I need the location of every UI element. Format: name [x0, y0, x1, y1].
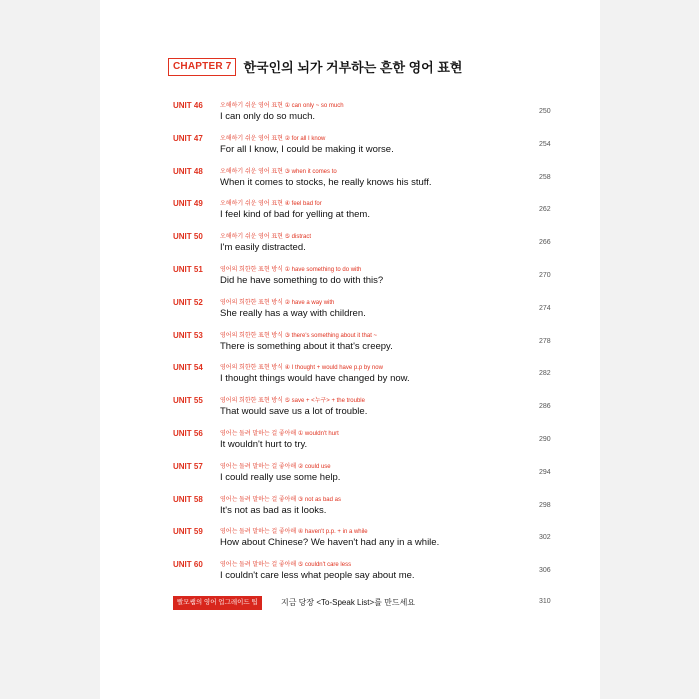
expression-subtitle: 오해하기 쉬운 영어 표현 ⑤ distract [220, 234, 312, 241]
example-sentence: She really has a way with children. [220, 307, 366, 319]
expression-subtitle: 영어의 희한한 표현 방식 ② have a way with [220, 299, 335, 306]
unit-label: UNIT 46 [173, 101, 203, 110]
example-sentence: Did he have something to do with this? [220, 274, 384, 286]
expression-subtitle: 오해하기 쉬운 영어 표현 ① can only ~ so much [220, 103, 344, 109]
toc-entry [173, 294, 551, 327]
unit-label: UNIT 56 [173, 428, 203, 438]
example-sentence: It wouldn't hurt to try. [220, 438, 308, 450]
toc-entry [173, 130, 551, 163]
toc-entry [173, 458, 551, 491]
expression-subtitle: 영어는 돌려 말하는 걸 좋아해 ② could use [220, 463, 331, 470]
toc-list [173, 97, 551, 589]
toc-entry [173, 425, 551, 458]
example-sentence: There is something about it that's creepy. [220, 340, 393, 352]
chapter-title: 한국인의 뇌가 거부하는 흔한 영어 표현 [243, 60, 463, 75]
unit-label: UNIT 52 [173, 297, 203, 307]
unit-label: UNIT 54 [173, 363, 203, 373]
toc-entry [173, 327, 551, 360]
unit-label: UNIT 47 [173, 133, 203, 143]
unit-label: UNIT 55 [173, 396, 203, 406]
toc-entry [173, 195, 551, 228]
page-number: 306 [539, 567, 551, 575]
chapter-badge: CHAPTER 7 [168, 58, 236, 76]
example-sentence: I'm easily distracted. [220, 242, 306, 254]
chapter-header [168, 57, 462, 76]
unit-label: UNIT 49 [173, 199, 203, 209]
page-number: 298 [539, 501, 551, 509]
example-sentence: I couldn't care less what people say about me. [220, 570, 415, 582]
example-sentence: I could really use some help. [220, 471, 341, 483]
toc-entry [173, 392, 551, 425]
expression-subtitle: 영어의 희한한 표현 방식 ④ I thought + would have p.p by now [220, 365, 383, 372]
expression-subtitle: 오해하기 쉬운 영어 표현 ③ when it comes to [220, 168, 337, 175]
example-sentence: When it comes to stocks, he really knows his stuff. [220, 176, 432, 188]
page-number: 254 [539, 140, 551, 148]
expression-subtitle: 영어는 돌려 말하는 걸 좋아해 ⑤ couldn't care less [220, 562, 352, 569]
toc-entry [173, 556, 551, 589]
example-sentence: That would save us a lot of trouble. [220, 406, 368, 418]
page-number: 290 [539, 435, 551, 443]
tip-badge: 빨모쌤의 영어 업그레이드 팁 [173, 596, 262, 610]
page-number: 310 [539, 598, 551, 605]
unit-label: UNIT 59 [173, 527, 203, 537]
toc-entry [173, 163, 551, 196]
example-sentence: For all I know, I could be making it worse. [220, 143, 394, 155]
expression-subtitle: 영어의 희한한 표현 방식 ① have something to do with [220, 266, 362, 273]
page-number: 278 [539, 337, 551, 345]
page-number: 250 [539, 108, 551, 115]
expression-subtitle: 오해하기 쉬운 영어 표현 ② for all I know [220, 135, 326, 142]
expression-subtitle: 영어의 희한한 표현 방식 ③ there's something about it that ~ [220, 332, 378, 339]
unit-label: UNIT 57 [173, 461, 203, 471]
unit-label: UNIT 58 [173, 494, 203, 504]
page-number: 294 [539, 468, 551, 476]
page-number: 266 [539, 239, 551, 247]
example-sentence: How about Chinese? We haven't had any in a while. [220, 537, 440, 549]
toc-entry [173, 523, 551, 556]
page-number: 282 [539, 370, 551, 378]
expression-subtitle: 오해하기 쉬운 영어 표현 ④ feel bad for [220, 201, 322, 208]
unit-label: UNIT 51 [173, 264, 203, 274]
unit-label: UNIT 50 [173, 232, 203, 242]
unit-label: UNIT 53 [173, 330, 203, 340]
page-number: 258 [539, 173, 551, 181]
unit-label: UNIT 48 [173, 166, 203, 176]
unit-label: UNIT 60 [173, 560, 203, 570]
page-number: 286 [539, 403, 551, 411]
toc-entry [173, 228, 551, 261]
expression-subtitle: 영어의 희한한 표현 방식 ⑤ save + <누구> + the trouble [220, 398, 365, 405]
page-number: 270 [539, 271, 551, 279]
example-sentence: I thought things would have changed by now. [220, 373, 410, 385]
example-sentence: I feel kind of bad for yelling at them. [220, 209, 370, 221]
expression-subtitle: 영어는 돌려 말하는 걸 좋아해 ③ not as bad as [220, 496, 341, 503]
page-number: 274 [539, 304, 551, 312]
expression-subtitle: 영어는 돌려 말하는 걸 좋아해 ④ haven't p.p. + in a while [220, 529, 368, 536]
toc-entry [173, 261, 551, 294]
example-sentence: It's not as bad as it looks. [220, 504, 327, 516]
page-number: 262 [539, 206, 551, 214]
tip-title: 지금 당장 <To-Speak List>를 만드세요 [281, 598, 416, 607]
page-number: 302 [539, 534, 551, 542]
toc-entry [173, 359, 551, 392]
upgrade-tip-entry [173, 596, 551, 610]
expression-subtitle: 영어는 돌려 말하는 걸 좋아해 ① wouldn't hurt [220, 430, 339, 437]
toc-page [100, 0, 600, 699]
example-sentence: I can only do so much. [220, 111, 316, 122]
toc-entry [173, 97, 551, 130]
toc-entry [173, 491, 551, 524]
